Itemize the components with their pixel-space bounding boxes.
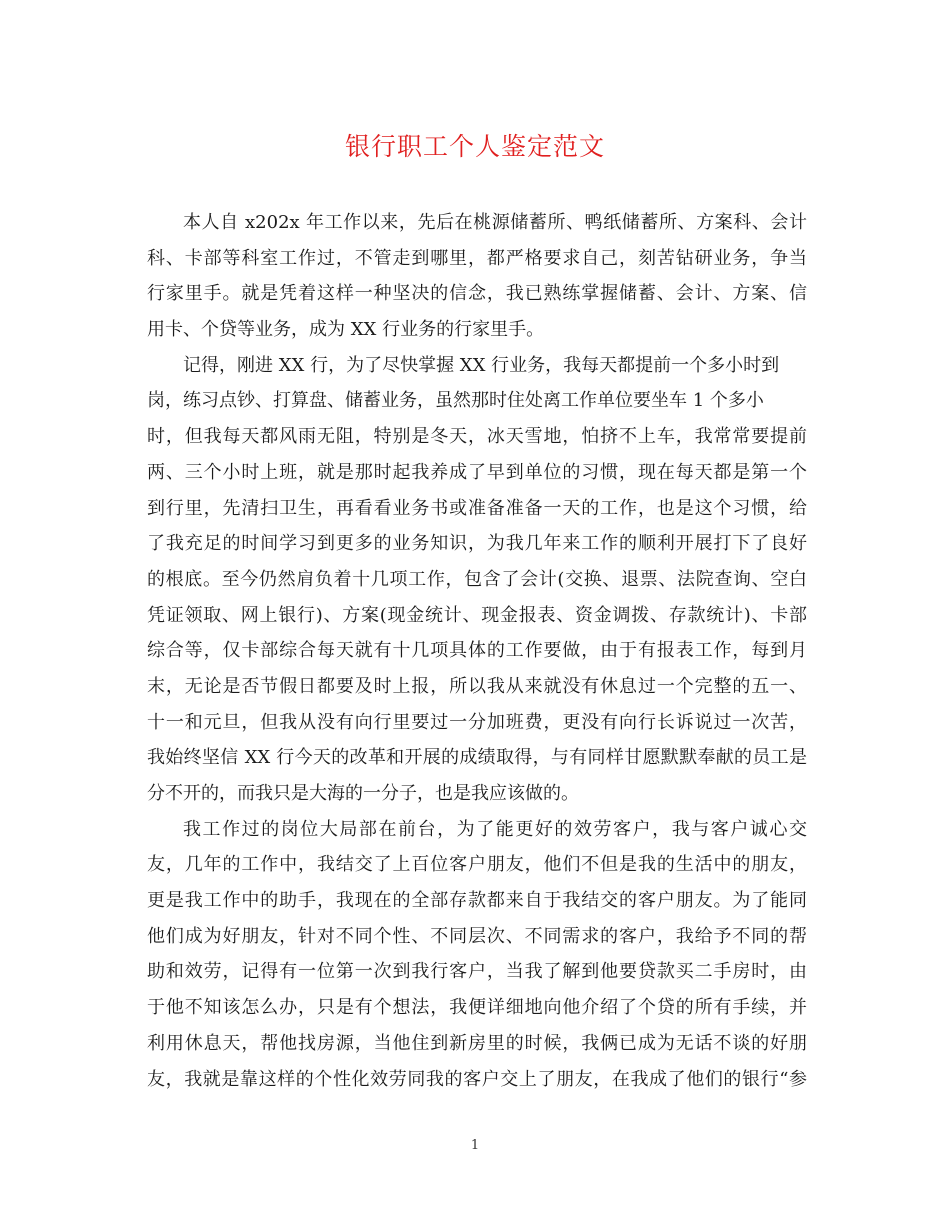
body-line: 我工作过的岗位大局部在前台，为了能更好的效劳客户，我与客户诚心交 [183,818,807,840]
body-line: 于他不知该怎么办，只是有个想法，我便详细地向他介绍了个贷的所有手续，并 [147,997,807,1019]
body-line: 了我充足的时间学习到更多的业务知识，为我几年来工作的顺利开展打下了良好 [147,533,807,555]
body-line: 科、卡部等科室工作过，不管走到哪里，都严格要求自己，刻苦钻研业务，争当 [147,247,807,269]
body-line: 时，但我每天都风雨无阻，特别是冬天，冰天雪地，怕挤不上车，我常常要提前 [147,426,807,448]
body-line: 分不开的，而我只是大海的一分子，也是我应该做的。 [147,783,579,804]
body-line: 两、三个小时上班，就是那时起我养成了早到单位的习惯，现在每天都是第一个 [147,461,807,483]
body-line: 助和效劳，记得有一位第一次到我行客户，当我了解到他要贷款买二手房时，由 [147,961,807,983]
body-line: 到行里，先清扫卫生，再看看业务书或准备准备一天的工作，也是这个习惯，给 [147,497,807,519]
body-line: 用卡、个贷等业务，成为 XX 行业务的行家里手。 [147,319,545,341]
document-body [147,205,807,1097]
body-line: 本人自 x202x 年工作以来，先后在桃源储蓄所、鸭纸储蓄所、方案科、会计 [183,212,807,233]
body-line: 十一和元旦，但我从没有向行里要过一分加班费，更没有向行长诉说过一次苦， [147,711,807,733]
body-line: 综合等，仅卡部综合每天就有十几项具体的工作要做，由于有报表工作，每到月 [147,640,807,662]
document-title: 银行职工个人鉴定范文 [344,132,605,161]
body-line: 更是我工作中的助手，我现在的全部存款都来自于我结交的客户朋友。为了能同 [147,890,807,912]
body-line: 友，我就是靠这样的个性化效劳同我的客户交上了朋友，在我成了他们的银行“参 [147,1068,807,1090]
body-line: 友，几年的工作中，我结交了上百位客户朋友，他们不但是我的生活中的朋友， [147,854,807,876]
body-line: 末，无论是否节假日都要及时上报，所以我从来就没有休息过一个完整的五一、 [147,675,807,697]
body-line: 的根底。至今仍然肩负着十几项工作，包含了会计(交换、退票、法院查询、空白 [147,568,807,590]
body-line: 他们成为好朋友，针对不同个性、不同层次、不同需求的客户，我给予不同的帮 [147,925,807,947]
body-line: 记得，刚进 XX 行，为了尽快掌握 XX 行业务，我每天都提前一个多小时到 [183,354,780,376]
body-line: 岗，练习点钞、打算盘、储蓄业务，虽然那时住处离工作单位要坐车 1 个多小 [147,390,764,412]
body-line: 利用休息天，帮他找房源，当他住到新房里的时候，我俩已成为无话不谈的好朋 [147,1032,807,1054]
body-line: 行家里手。就是凭着这样一种坚决的信念，我已熟练掌握储蓄、会计、方案、信 [147,283,807,305]
body-line: 凭证领取、网上银行)、方案(现金统计、现金报表、资金调拨、存款统计)、卡部 [147,604,807,626]
body-line: 我始终坚信 XX 行今天的改革和开展的成绩取得，与有同样甘愿默默奉献的员工是 [147,747,807,769]
page-number: 1 [470,1138,480,1153]
